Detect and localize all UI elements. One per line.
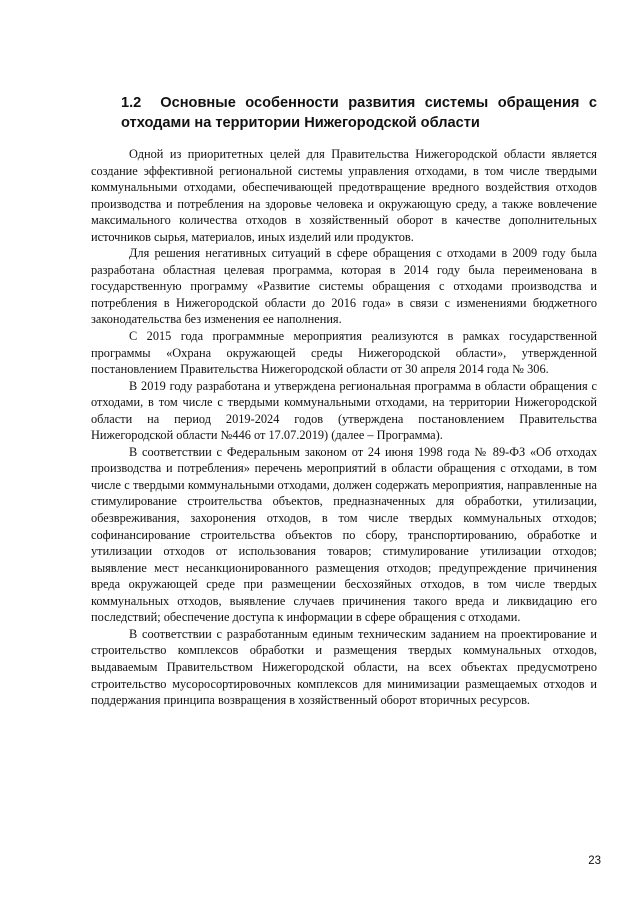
page-number: 23 bbox=[588, 855, 601, 867]
paragraph: В соответствии с Федеральным законом от 24 июня 1998 года № 89-ФЗ «Об отходах производства и потребления» перечень мероприятий в области обращения с отходами, в том числе с твердыми коммунальными отходами, должен содержать мероприятия, направленные на стимулирование строительства объектов, предназначенных для обработки, утилизации, обезвреживания, захоронения отходов, в том числе твердых коммунальных отходов; софинансирование строительства объектов по сбору, транспортированию, обработке и утилизации отходов от использования товаров; стимулирование утилизации отходов; выявление мест несанкционированного размещения отходов; предупреждение причинения вреда окружающей среде при размещении бесхозяйных отходов, в том числе твердых коммунальных отходов, выявление случаев причинения такого вреда и ликвидацию его последствий; обеспечение доступа к информации в сфере обращения с отходами. bbox=[91, 444, 597, 625]
section-heading bbox=[121, 93, 597, 133]
paragraph: Одной из приоритетных целей для Правительства Нижегородской области является создание эффективной региональной системы управления отходами, в том числе твердыми коммунальными отходами, обеспечивающей предотвращение вредного воздействия отходов производства и потребления на здоровье человека и окружающую среду, а также вовлечение максимального количества отходов в хозяйственный оборот в качестве дополнительных источников сырья, материалов, иных изделий или продуктов. bbox=[91, 147, 597, 244]
paragraph: С 2015 года программные мероприятия реализуются в рамках государственной программы «Охрана окружающей среды Нижегородской области», утвержденной постановлением Правительства Нижегородской области от 30 апреля 2014 года № 306. bbox=[91, 329, 597, 377]
paragraph: В 2019 году разработана и утверждена региональная программа в области обращения с отходами, в том числе с твердыми коммунальными отходами, на территории Нижегородской области на период 2019-2024 годов (утверждена постановлением Правительства Нижегородской области №446 от 17.07.2019) (далее – Программа). bbox=[91, 378, 597, 443]
section-title: Основные особенности развития системы обращения с отходами на территории Нижегородской области bbox=[121, 95, 598, 131]
section-number: 1.2 bbox=[121, 95, 142, 111]
paragraph: В соответствии с разработанным единым техническим заданием на проектирование и строительство комплексов обработки и размещения твердых коммунальных отходов, выдаваемым Правительством Нижегородской области, на всех объектах предусмотрено строительство мусоросортировочных комплексов для минимизации размещаемых отходов и поддержания принципа возвращения в хозяйственный оборот вторичных ресурсов. bbox=[91, 626, 597, 708]
paragraph: Для решения негативных ситуаций в сфере обращения с отходами в 2009 году была разработана областная целевая программа, которая в 2014 году была переименована в государственную программу «Развитие системы обращения с отходами производства и потребления в Нижегородской области до 2016 года» в связи с изменениями бюджетного законодательства без изменения ее наполнения. bbox=[91, 246, 597, 327]
body-text bbox=[91, 146, 597, 709]
